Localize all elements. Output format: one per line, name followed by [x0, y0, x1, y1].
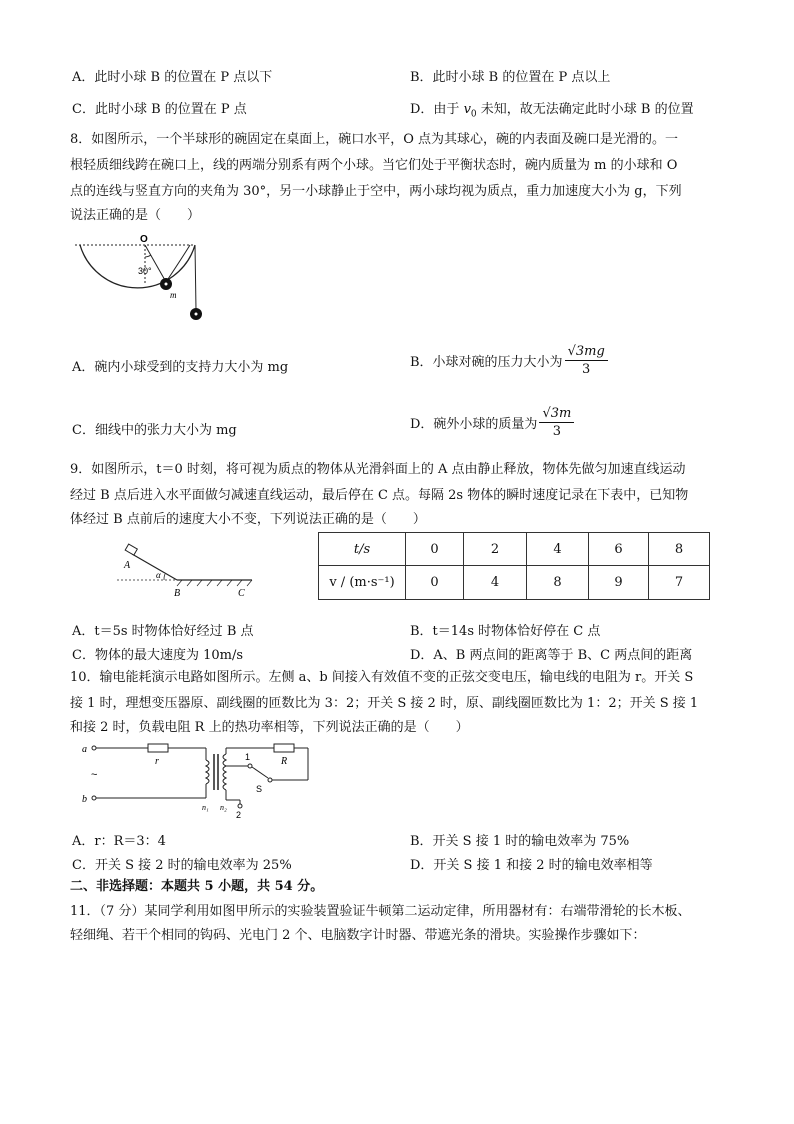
q9-table-row-time [319, 533, 710, 566]
q9-table-header-t: t/s [319, 533, 406, 566]
q9-label-a: A [124, 560, 131, 571]
q9-table-t4: 8 [649, 533, 710, 566]
q7-option-d-pre: D．由于 [410, 102, 464, 117]
q10-label-r: r [155, 756, 159, 767]
q8-label-angle: 30° [138, 266, 152, 276]
q8-option-a: A．碗内小球受到的支持力大小为 mg [72, 360, 289, 375]
q9-table-t2: 4 [527, 533, 589, 566]
section-2-heading: 二、非选择题：本题共 5 小题，共 54 分。 [70, 879, 324, 894]
q8-stem-line3: 点的连线与竖直方向的夹角为 30°，另一小球静止于空中，两小球均视为质点，重力加速度大小为 g，下列 [70, 184, 682, 199]
q7-option-d-sub: 0 [470, 109, 477, 120]
q8-stem-line2: 根轻质细线跨在碗口上，线的两端分别系有两个小球。当它们处于平衡状态时，碗内质量为 m 的小球和 O [70, 158, 678, 173]
q9-option-a: A．t＝5s 时物体恰好经过 B 点 [72, 624, 254, 639]
q9-table-v0: 0 [406, 566, 464, 600]
q8-option-b-numerator: √3mg [565, 344, 608, 361]
q7-option-b: B．此时小球 B 的位置在 P 点以上 [410, 70, 611, 85]
q9-table-t3: 6 [589, 533, 649, 566]
q8-option-d-text: D．碗外小球的质量为 [410, 417, 538, 432]
q9-label-c: C [238, 588, 245, 599]
q8-option-d-fraction [539, 406, 574, 439]
q8-option-c: C．细线中的张力大小为 mg [72, 423, 237, 438]
q9-table-header-v: v / (m·s⁻¹) [319, 566, 406, 600]
q9-option-d: D．A、B 两点间的距离等于 B、C 两点间的距离 [410, 648, 693, 663]
q9-stem-line2: 经过 B 点后进入水平面做匀减速直线运动，最后停在 C 点。每隔 2s 物体的瞬时速度记录在下表中，已知物 [70, 488, 689, 503]
q10-label-n1: n₁ [202, 803, 209, 812]
q8-stem-line1: 8．如图所示，一个半球形的碗固定在桌面上，碗口水平，O 点为其球心，碗的内表面及碗口是光滑的。一 [70, 132, 679, 147]
q9-label-alpha: α [156, 570, 161, 580]
q8-option-d-numerator: √3m [539, 406, 574, 423]
q8-option-b-fraction [565, 344, 608, 377]
q8-option-d [410, 406, 574, 439]
q10-option-a: A．r：R＝3：4 [72, 834, 166, 849]
q10-stem-line1: 10．输电能耗演示电路如图所示。左侧 a、b 间接入有效值不变的正弦交变电压，输电线的电阻为 r。开关 S [70, 670, 694, 685]
q9-incline-figure [112, 544, 262, 604]
q9-option-c: C．物体的最大速度为 10m/s [72, 648, 243, 663]
q9-table-v1: 4 [464, 566, 527, 600]
q10-circuit-figure [78, 740, 318, 820]
q9-stem-line1: 9．如图所示，t＝0 时刻，将可视为质点的物体从光滑斜面上的 A 点由静止释放，物体先做匀加速直线运动 [70, 462, 686, 477]
q9-table-v3: 9 [589, 566, 649, 600]
q10-option-d: D．开关 S 接 1 和接 2 时的输电效率相等 [410, 858, 653, 873]
q9-velocity-table [318, 532, 710, 600]
q10-option-c: C．开关 S 接 2 时的输电效率为 25% [72, 858, 292, 873]
q8-option-d-denominator: 3 [552, 424, 562, 439]
q10-stem-line2: 接 1 时，理想变压器原、副线圈的匝数比为 3：2；开关 S 接 2 时，原、副线圈匝数比为 1：2；开关 S 接 1 [70, 696, 699, 711]
q8-stem-line4: 说法正确的是（ ） [70, 208, 201, 223]
q7-option-a: A．此时小球 B 的位置在 P 点以下 [72, 70, 273, 85]
q10-label-1: 1 [245, 752, 251, 762]
q10-label-n2: n₂ [220, 803, 227, 812]
q9-table-t1: 2 [464, 533, 527, 566]
q11-stem-line1: 11．（7 分）某同学利用如图甲所示的实验装置验证牛顿第二运动定律，所用器材有：右端带滑轮的长木板、 [70, 904, 691, 919]
q8-bowl-figure [70, 230, 220, 325]
q10-label-b: b [82, 794, 87, 805]
q7-option-d [410, 98, 694, 120]
q7-option-d-post: 未知，故无法确定此时小球 B 的位置 [476, 102, 694, 117]
q10-label-a: a [82, 744, 87, 755]
q9-table-v2: 8 [527, 566, 589, 600]
q9-table-t0: 0 [406, 533, 464, 566]
q8-option-b-denominator: 3 [582, 362, 591, 377]
q10-label-tilde: ~ [91, 769, 98, 781]
q8-label-m: m [170, 290, 177, 300]
q8-label-o: O [140, 234, 148, 245]
q10-option-b: B．开关 S 接 1 时的输电效率为 75% [410, 834, 630, 849]
q7-option-d-var: v [463, 102, 471, 117]
q8-option-b [410, 344, 608, 377]
q9-table-v4: 7 [649, 566, 710, 600]
q9-stem-line3: 体经过 B 点前后的速度大小不变，下列说法正确的是（ ） [70, 512, 426, 527]
q11-stem-line2: 轻细绳、若干个相同的钩码、光电门 2 个、电脑数字计时器、带遮光条的滑块。实验操作步骤如下： [70, 928, 646, 943]
q8-option-b-text: B．小球对碗的压力大小为 [410, 355, 563, 370]
q7-option-c: C．此时小球 B 的位置在 P 点 [72, 102, 247, 117]
q9-option-b: B．t＝14s 时物体恰好停在 C 点 [410, 624, 601, 639]
q10-label-2: 2 [236, 810, 242, 820]
q10-label-big-r: R [281, 756, 288, 767]
q9-label-b: B [174, 588, 181, 599]
q10-stem-line3: 和接 2 时，负载电阻 R 上的热功率相等，下列说法正确的是（ ） [70, 720, 469, 735]
q10-label-s: S [256, 784, 263, 794]
q9-table-row-velocity [319, 566, 710, 600]
